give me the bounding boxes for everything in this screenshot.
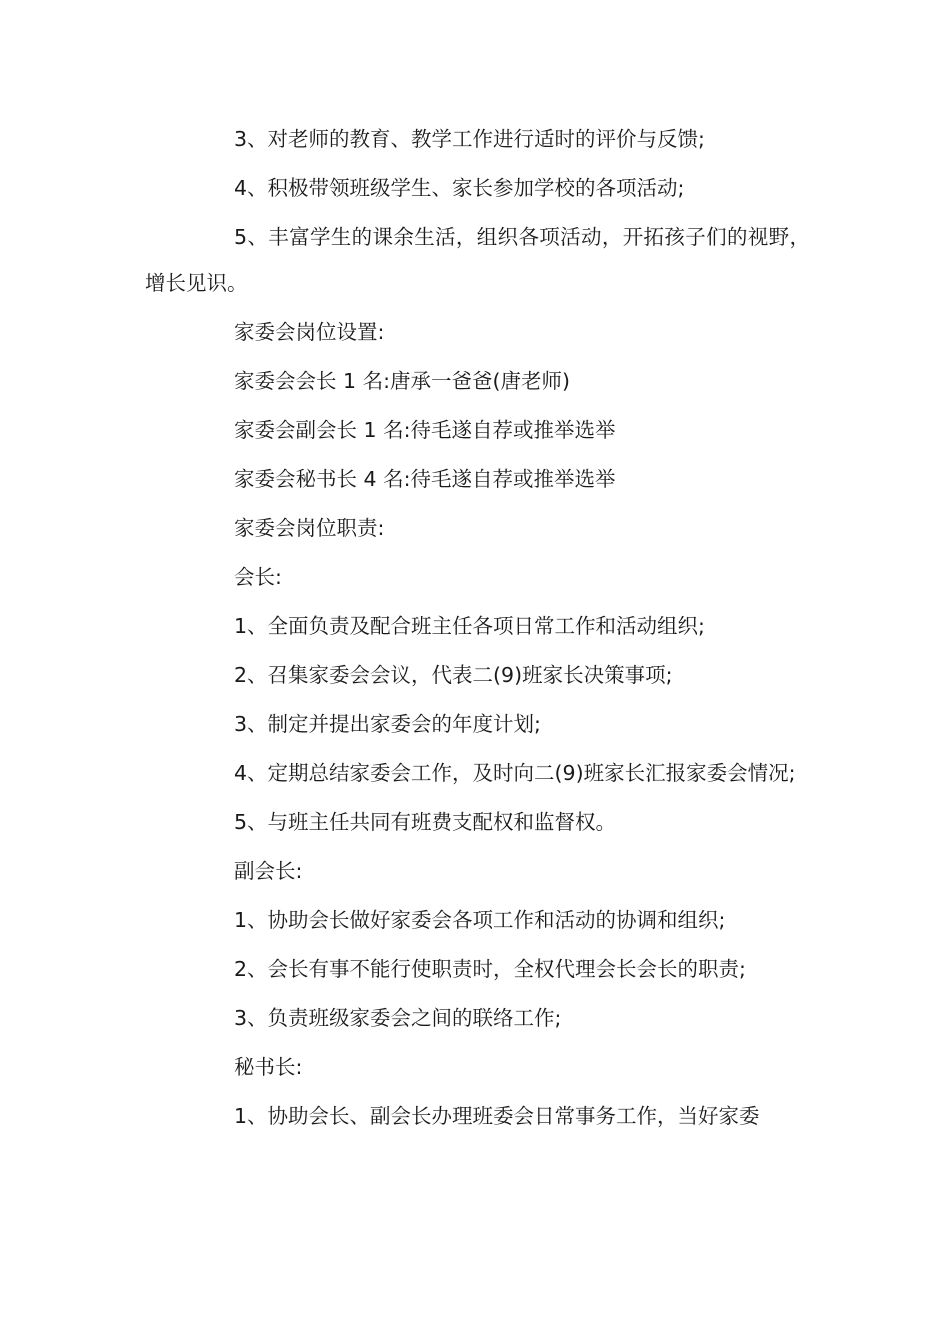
paragraph-teacher-evaluation: 3、对老师的教育、教学工作进行适时的评价与反馈; <box>234 127 705 151</box>
vice-president-duty-2: 2、会长有事不能行使职责时，全权代理会长会长的职责; <box>234 957 746 981</box>
subheading-secretary-general: 秘书长: <box>234 1055 303 1079</box>
document-body <box>145 116 810 1142</box>
president-duty-3: 3、制定并提出家委会的年度计划; <box>234 712 541 736</box>
secretary-general-duty-1: 1、协助会长、副会长办理班委会日常事务工作，当好家委 <box>234 1104 760 1128</box>
position-president: 家委会会长 1 名:唐承一爸爸(唐老师) <box>234 369 570 393</box>
section-heading-duties: 家委会岗位职责: <box>234 516 385 540</box>
position-secretary-general: 家委会秘书长 4 名:待毛遂自荐或推举选举 <box>234 467 616 491</box>
subheading-president: 会长: <box>234 565 282 589</box>
president-duty-2: 2、召集家委会会议，代表二(9)班家长决策事项; <box>234 663 673 687</box>
subheading-vice-president: 副会长: <box>234 859 303 883</box>
paragraph-school-activities: 4、积极带领班级学生、家长参加学校的各项活动; <box>234 176 685 200</box>
president-duty-1: 1、全面负责及配合班主任各项日常工作和活动组织; <box>234 614 705 638</box>
section-heading-positions: 家委会岗位设置: <box>234 320 385 344</box>
vice-president-duty-1: 1、协助会长做好家委会各项工作和活动的协调和组织; <box>234 908 726 932</box>
vice-president-duty-3: 3、负责班级家委会之间的联络工作; <box>234 1006 562 1030</box>
president-duty-5: 5、与班主任共同有班费支配权和监督权。 <box>234 810 617 834</box>
position-vice-president: 家委会副会长 1 名:待毛遂自荐或推举选举 <box>234 418 616 442</box>
president-duty-4: 4、定期总结家委会工作，及时向二(9)班家长汇报家委会情况; <box>234 761 796 785</box>
paragraph-extracurricular: 5、丰富学生的课余生活，组织各项活动，开拓孩子们的视野，增长见识。 <box>145 225 810 295</box>
